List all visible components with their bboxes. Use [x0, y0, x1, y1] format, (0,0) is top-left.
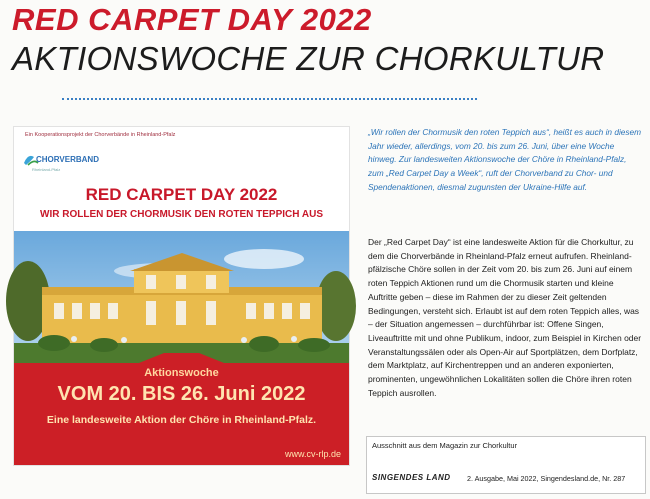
article-body: Der „Red Carpet Day“ ist eine landesweite Aktion für die Chorkultur, zu dem die Chorverbände in Rheinland-Pfalz erneut aufrufen. Rheinland-pfälzische Chöre sollen in der Zeit vom 20. bis zum 26. Juni auf einem roten Teppich Aktionen rund um die Chormusik starten und kleine Auftritte geben – diese im Rahmen der zu dieser Zeit geltenden Bedingungen, versteht sich. Erlaubt ist auf dem roten Teppich alles, was – der Situation angemessen – durchführbar ist: Offene Singen, Liveauftritte mit und ohne Publikum, indoor, zum Beispiel in Kirchen oder Veranstaltungssälen oder als Open-Air auf Sportplätzen, dem Dorfplatz, dem Marktplatz, auf Kirchentreppen und an anderen exponierten, prominenten, ungewöhnlichen Lokalitäten sollen die Chöre ihren roten Teppich ausrollen.	[368, 237, 642, 398]
logo-subtitle: Rheinland-Pfalz	[32, 167, 61, 172]
source-line: Ausschnitt aus dem Magazin zur Chorkultur	[372, 441, 518, 450]
page-title: RED CARPET DAY 2022	[12, 2, 372, 37]
page-subtitle: AKTIONSWOCHE ZUR CHORKULTUR	[12, 40, 605, 77]
poster-aktionswoche: Aktionswoche	[144, 367, 219, 379]
poster-url: www.cv-rlp.de	[284, 449, 341, 459]
poster-title: RED CARPET DAY 2022	[85, 185, 278, 204]
poster-project-line: Ein Kooperationsprojekt der Chorverbände in Rheinland-Pfalz	[25, 132, 176, 138]
source-box	[366, 436, 646, 494]
chorverband-logo	[22, 149, 99, 169]
poster-tagline: WIR ROLLEN DER CHORMUSIK DEN ROTEN TEPPICH AUS	[40, 209, 323, 220]
poster-date: VOM 20. BIS 26. Juni 2022	[57, 383, 306, 405]
palace-photo	[14, 231, 349, 371]
logo-text: CHORVERBAND	[36, 155, 99, 164]
article-intro: „Wir rollen der Chormusik den roten Teppich aus“, heißt es auch in diesem Jahr wieder, allerdings, vom 20. bis zum 26. Juni, über eine Woche hinweg. Zur landesweiten Aktionswoche der Chöre in Rheinland-Pfalz, zum „Red Carpet Day a Week“, ruft der Chorverband zu Chor- und Spendenaktionen, diesmal zugunsten der Ukraine-Hilfe auf.	[368, 127, 642, 192]
poster-image	[13, 126, 350, 466]
poster-landesweit: Eine landesweite Aktion der Chöre in Rheinland-Pfalz.	[46, 414, 317, 426]
dotted-divider	[62, 98, 477, 100]
source-edition: 2. Ausgabe, Mai 2022, Singendesland.de, Nr. 287	[467, 474, 626, 483]
singendes-land-logo: SINGENDES LAND	[372, 473, 451, 482]
